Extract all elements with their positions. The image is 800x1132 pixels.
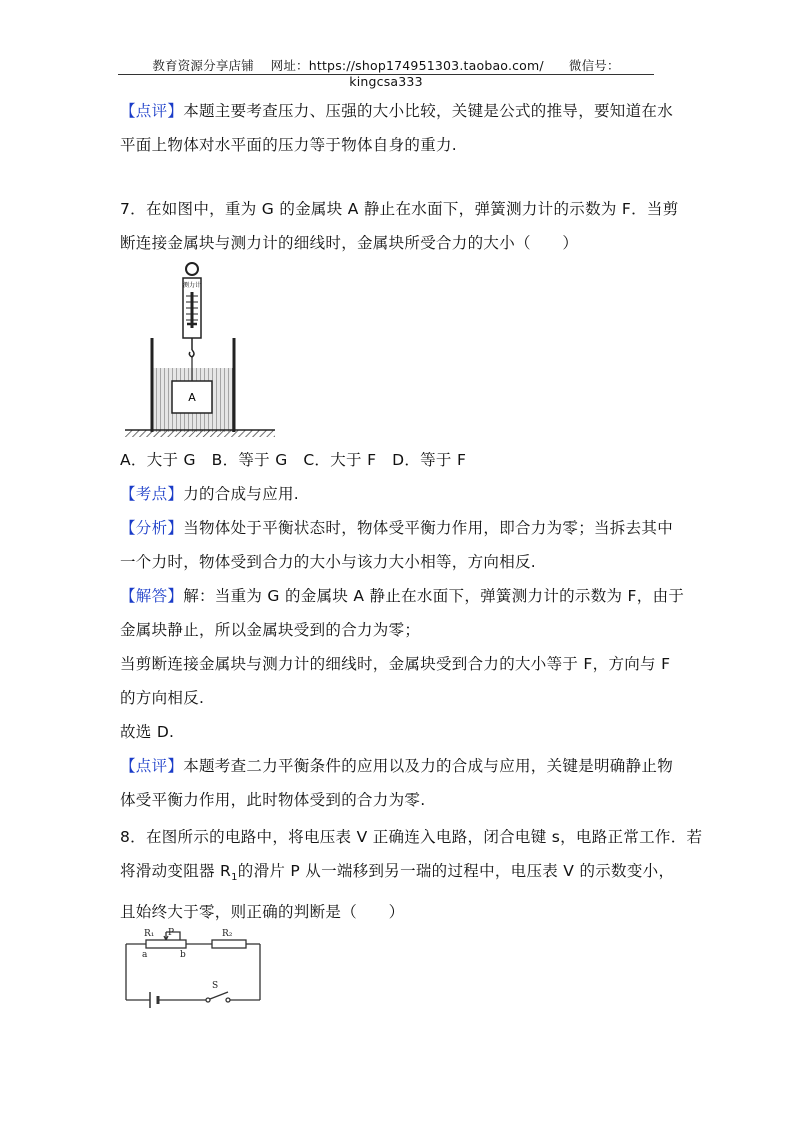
q7-fenxi-line2: 一个力时，物体受到合力的大小与该力大小相等，方向相反. [120,553,537,571]
q7-fenxi-line1: 当物体处于平衡状态时，物体受平衡力作用，即合力为零；当拆去其中 [183,519,674,537]
label-r1: R₁ [144,929,155,939]
label-p: P [168,928,175,938]
q8-stem-line3: 且始终大于零，则正确的判断是（ ） [120,903,405,922]
q8-stem [120,820,703,929]
q8-stem-line1: 8．在图所示的电路中，将电压表 V 正确连入电路，闭合电键 s，电路正常工作．若 [120,828,703,846]
q7-dianping-line1: 本题考查二力平衡条件的应用以及力的合成与应用，关键是明确静止物 [183,757,674,775]
q8-circuit-figure [120,924,270,1010]
header-shop: 教育资源分享店铺 [152,58,254,73]
q7-jieda-line4: 的方向相反. [120,689,205,707]
q7-jieda-line2: 金属块静止，所以金属块受到的合力为零； [120,621,421,639]
scale-ring [186,263,198,275]
q7-options: A．大于 G B．等于 G C．大于 F D．等于 F [120,451,467,469]
q7-kaodian-tag: 【考点】 [120,485,184,503]
q6-comment [120,94,690,162]
q7-stem [120,192,690,260]
ground [125,430,275,437]
q7-jieda-line5: 故选 D. [120,723,175,741]
q7-solution [120,443,690,817]
label-r2: R₂ [222,929,233,939]
q8-stem-line2b: 的滑片 P 从一端移到另一瑞的过程中，电压表 V 的示数变小， [237,862,675,880]
q8-stem-sub: 1 [231,872,238,884]
scale-label: 测力计 [182,282,202,289]
q8-stem-line2a: 将滑动变阻器 R [120,862,232,880]
header-wechat: kingcsa333 [349,74,423,89]
header-url[interactable]: https://shop174951303.taobao.com/ [308,58,544,73]
q7-jieda-line3: 当剪断连接金属块与测力计的细线时，金属块受到合力的大小等于 F，方向与 F [120,655,671,673]
q7-jieda-line1: 解：当重为 G 的金属块 A 静止在水面下，弹簧测力计的示数为 F，由于 [183,587,685,605]
q7-figure [120,258,280,440]
q7-stem-line2: 断连接金属块与测力计的细线时，金属块所受合力的大小（ ） [120,234,579,252]
label-b: b [180,950,186,960]
header-wechat-label: 微信号： [568,58,620,73]
resistor-r2 [212,940,246,948]
q7-kaodian: 力的合成与应用. [183,485,300,503]
q7-fenxi-tag: 【分析】 [120,519,184,537]
q7-stem-line1: 7．在如图中，重为 G 的金属块 A 静止在水面下，弹簧测力计的示数为 F．当剪 [120,200,679,218]
switch-s [210,992,228,999]
block-label: A [188,391,196,404]
label-s: S [212,981,219,991]
resistor-r1 [146,940,186,948]
q7-jieda-tag: 【解答】 [120,587,184,605]
page-header [118,56,654,89]
q7-dianping-tag: 【点评】 [120,757,184,775]
header-url-label: 网址： [270,58,309,73]
q6-comment-tag: 【点评】 [120,102,184,120]
label-a: a [142,950,148,960]
q6-comment-line2: 平面上物体对水平面的压力等于物体自身的重力. [120,136,458,154]
q6-comment-line1: 本题主要考查压力、压强的大小比较，关键是公式的推导，要知道在水 [183,102,674,120]
q7-dianping-line2: 体受平衡力作用，此时物体受到的合力为零. [120,791,426,809]
